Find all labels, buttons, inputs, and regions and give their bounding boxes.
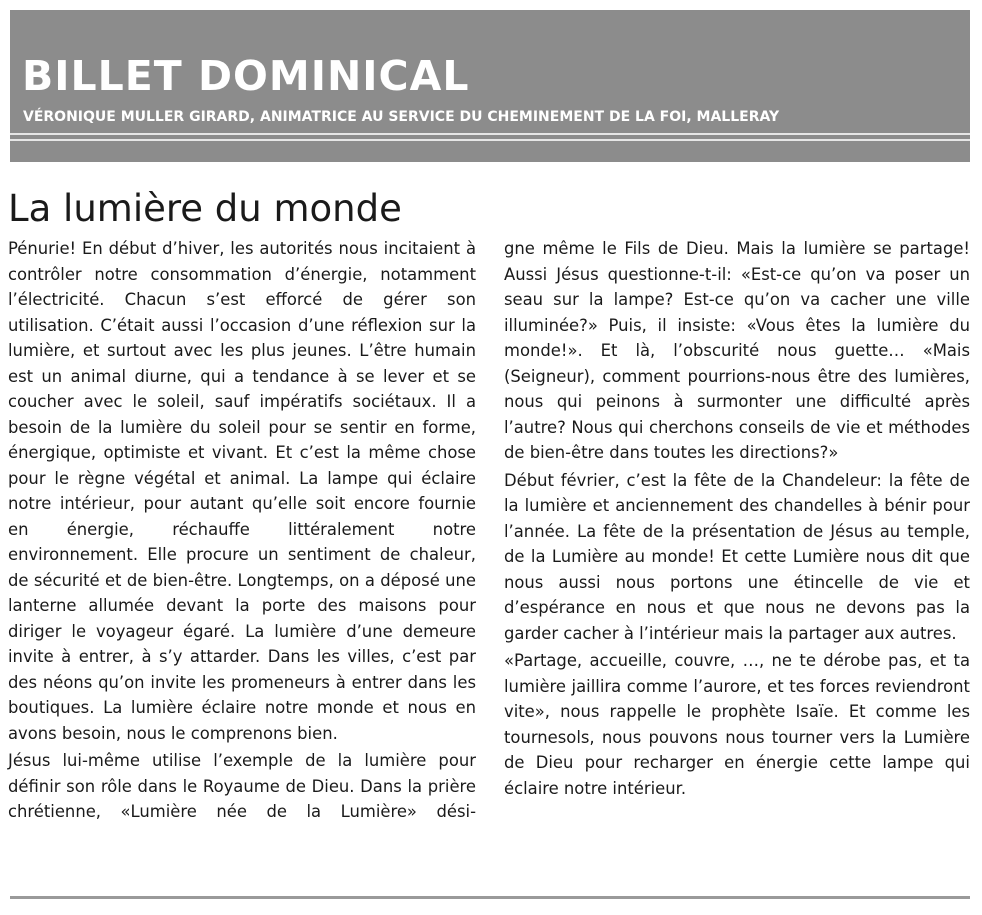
article-paragraph: Début février, c’est la fête de la Chandeleur: la fête de la lumière et anciennement des chandelles à bénir pour l’année. La fête de la présentation de Jésus au temple, de la Lumière au monde! Et cette Lumière nous dit que nous aussi nous portons une étincelle de vie et d’espérance en nous et que nous ne devons pas la garder cacher à l’intérieur mais la partager aux autres. — [504, 470, 970, 643]
header-rule — [10, 139, 970, 141]
bottom-rule — [10, 896, 970, 899]
article-column-right — [504, 236, 970, 803]
section-title: BILLET DOMINICAL — [22, 52, 470, 100]
article-paragraph: Jésus lui-même utilise l’exemple de la lumière pour définir son rôle dans le Royaume de Dieu. Dans la prière chrétienne, «Lumière née de la Lumière» dési- — [8, 751, 476, 821]
header-rules — [10, 133, 970, 145]
article-paragraph: «Partage, accueille, couvre, …, ne te dérobe pas, et ta lumière jaillira comme l’aurore, et tes forces reviendront vite», nous rappelle le prophète Isaïe. Et comme les tournesols, nous pouvons nous tourner vers la Lumière de Dieu pour recharger en énergie cette lampe qui éclaire notre intérieur. — [504, 651, 970, 798]
author-byline: VÉRONIQUE MULLER GIRARD, ANIMATRICE AU SERVICE DU CHEMINEMENT DE LA FOI, MALLERAY — [23, 109, 780, 125]
article-title: La lumière du monde — [8, 187, 402, 230]
article-paragraph: gne même le Fils de Dieu. Mais la lumière se partage! Aussi Jésus questionne-t-il: «Est-ce qu’on va poser un seau sur la lampe? Est-ce qu’on va cacher une ville illuminée?» Puis, il insiste: «Vous êtes la lumière du monde!». Et là, l’obscurité nous guette… «Mais (Seigneur), comment pourrions-nous être des lumières, nous qui peinons à surmonter une difficulté après l’autre? Nous qui cherchons conseils de vie et méthodes de bien-être dans toutes les directions?» — [504, 239, 970, 462]
header-banner — [10, 10, 970, 162]
article-column-left — [8, 236, 476, 827]
article-paragraph: Pénurie! En début d’hiver, les autorités nous incitaient à contrôler notre consommation d’énergie, notamment l’électricité. Chacun s’est efforcé de gérer son utilisation. C’était aussi l’occasion d’une réflexion sur la lumière, et surtout avec les plus jeunes. L’être humain est un animal diurne, qui a tendance à se lever et se coucher avec le soleil, sauf impératifs sociétaux. Il a besoin de la lumière du soleil pour se sentir en forme, énergique, optimiste et vivant. Et c’est la même chose pour le règne végétal et animal. La lampe qui éclaire notre intérieur, pour autant qu’elle soit encore fournie en énergie, réchauffe littéralement notre environnement. Elle procure un sentiment de chaleur, de sécurité et de bien-être. Longtemps, on a déposé une lanterne allumée devant la porte des maisons pour diriger le voyageur égaré. La lumière d’une demeure invite à entrer, à s’y attarder. Dans les villes, c’est par des néons qu’on invite les promeneurs à entrer dans les boutiques. La lumière éclaire notre monde et nous en avons besoin, nous le comprenons bien. — [8, 239, 476, 743]
header-rule — [10, 133, 970, 135]
